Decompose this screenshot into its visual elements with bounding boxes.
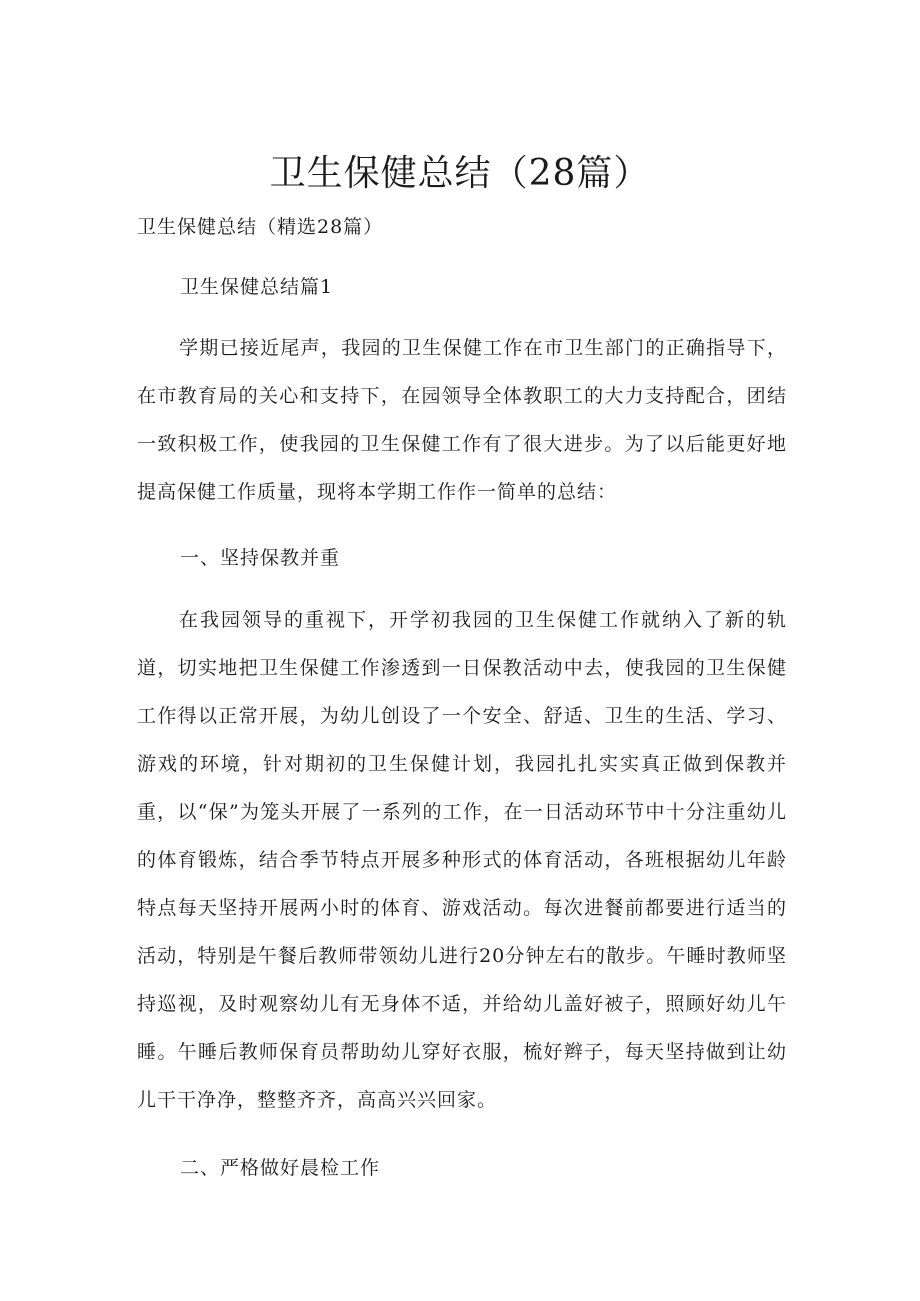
- document-title: 卫生保健总结（28篇）: [269, 153, 651, 194]
- paragraph-1: 在我园领导的重视下，开学初我园的卫生保健工作就纳入了新的轨道，切实地把卫生保健工作渗透到一日保教活动中去，使我园的卫生保健工作得以正常开展，为幼儿创设了一个安全、舒适、卫生的生活、学习、游戏的环境，针对期初的卫生保健计划，我园扎扎实实真正做到保教并重，以“保”为笼头开展了一系列的工作，在一日活动环节中十分注重幼儿的体育锻炼，结合季节特点开展多种形式的体育活动，各班根据幼儿年龄特点每天坚持开展两小时的体育、游戏活动。每次进餐前都要进行适当的活动，特别是午餐后教师带领幼儿进行20分钟左右的散步。午睡时教师坚持巡视，及时观察幼儿有无身体不适，并给幼儿盖好被子，照顾好幼儿午睡。午睡后教师保育员帮助幼儿穿好衣服，梳好辫子，每天坚持做到让幼儿干干净净，整整齐齐，高高兴兴回家。: [137, 609, 787, 1111]
- heading-2: 二、严格做好晨检工作: [180, 1157, 381, 1179]
- intro-paragraph: 学期已接近尾声，我园的卫生保健工作在市卫生部门的正确指导下，在市教育局的关心和支持下，在园领导全体教职工的大力支持配合，团结一致积极工作，使我园的卫生保健工作有了很大进步。为了以后能更好地提高保健工作质量，现将本学期工作作一简单的总结：: [137, 337, 787, 503]
- document-subtitle: 卫生保健总结（精选28篇）: [137, 216, 384, 238]
- section-heading: 卫生保健总结篇1: [180, 276, 334, 298]
- heading-1: 一、坚持保教并重: [180, 547, 341, 569]
